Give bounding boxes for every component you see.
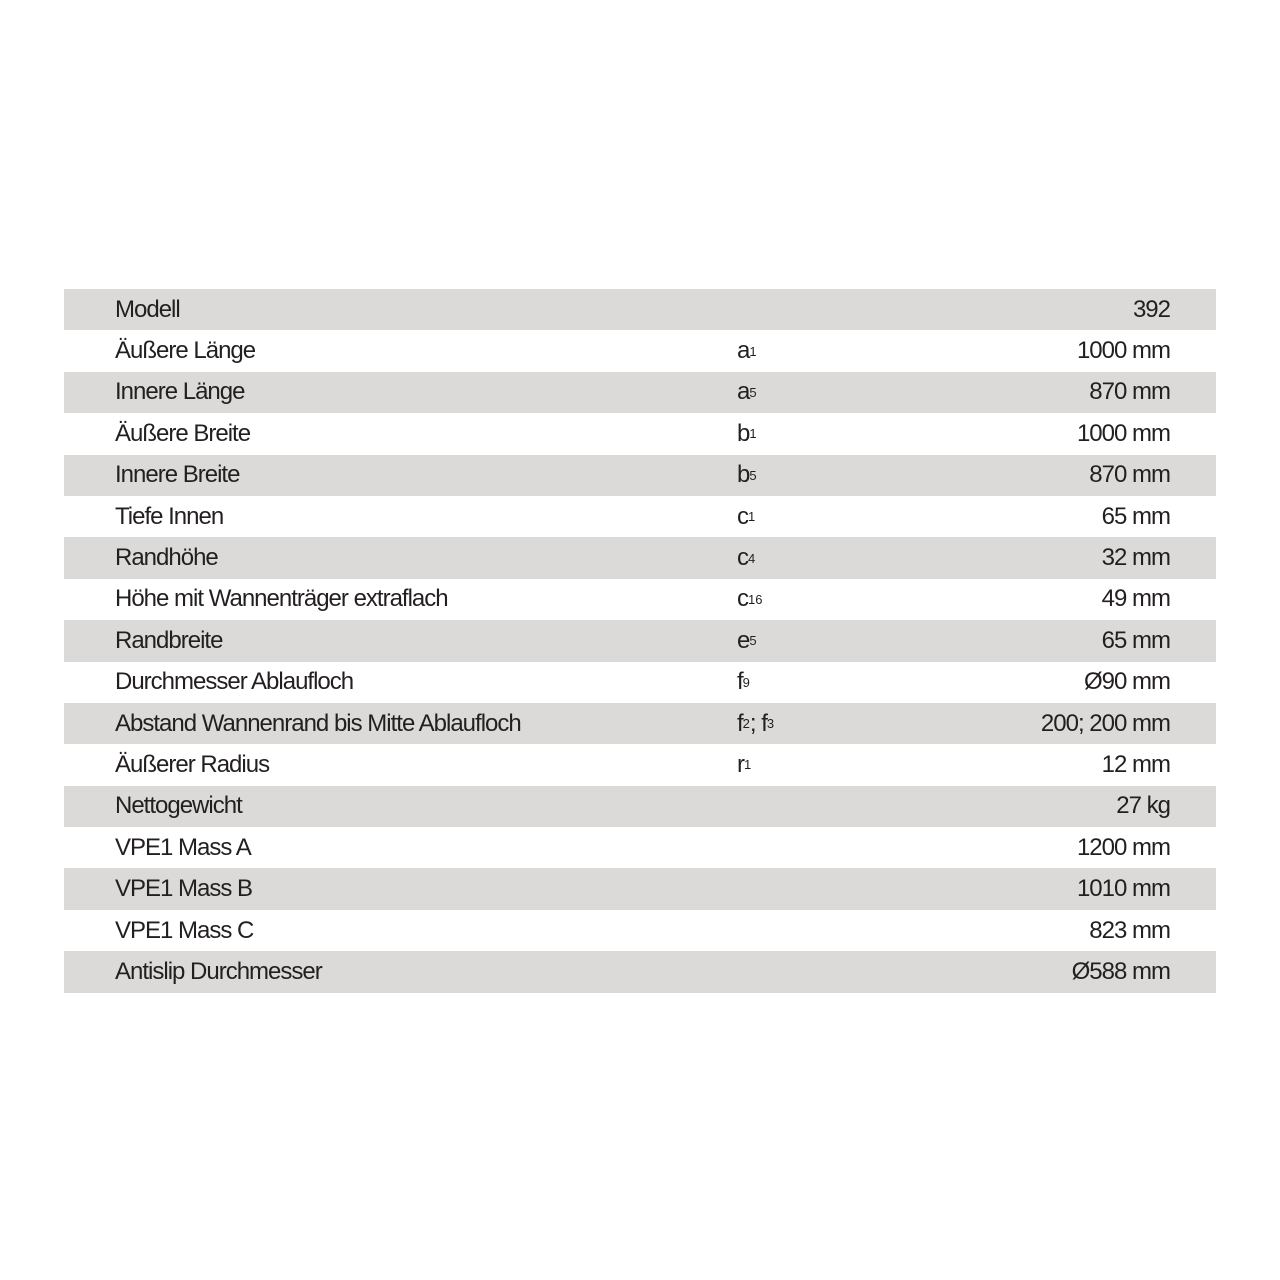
spec-value: 32 mm [1101,544,1170,572]
symbol-base: a [737,337,750,365]
spec-label: Äußerer Radius [115,750,270,778]
symbol-subscript: 1 [748,509,756,525]
spec-value: 12 mm [1101,750,1170,778]
symbol-subscript: 9 [742,674,750,690]
symbol-base: c [737,502,748,530]
spec-label: Innere Breite [115,461,240,489]
spec-symbol [737,330,757,371]
symbol-base: e [737,626,750,654]
symbol-subscript: 1 [749,426,757,442]
table-row [64,827,1216,868]
spec-value: 49 mm [1101,585,1170,613]
symbol-subscript: 1 [749,343,757,359]
spec-value: 1000 mm [1076,337,1170,365]
spec-label: Höhe mit Wannenträger extraflach [115,585,448,613]
spec-value: Ø588 mm [1071,957,1170,985]
symbol-subscript: 4 [748,550,756,566]
table-row [64,289,1216,330]
table-row [64,868,1216,909]
table-row [64,496,1216,537]
spec-symbol [737,372,757,413]
spec-symbol [737,744,751,785]
spec-label: Randhöhe [115,544,218,572]
spec-symbol [737,413,757,454]
spec-value: 870 mm [1089,378,1170,406]
spec-label: Abstand Wannenrand bis Mitte Ablaufloch [115,709,521,737]
spec-label: Äußere Breite [115,419,251,447]
spec-label: VPE1 Mass B [115,875,253,903]
table-row [64,744,1216,785]
spec-label: Randbreite [115,626,223,654]
spec-value: 870 mm [1089,461,1170,489]
spec-label: VPE1 Mass A [115,833,251,861]
spec-symbol [737,455,757,496]
spec-symbol [737,620,757,661]
table-row [64,455,1216,496]
table-row [64,537,1216,578]
symbol-base: a [737,378,750,406]
symbol-base: c [737,585,748,613]
symbol-base: f [737,668,743,696]
spec-table [64,289,1216,993]
symbol-subscript: 3 [766,716,775,732]
spec-symbol [737,662,750,703]
spec-label: Tiefe Innen [115,502,224,530]
symbol-base: b [737,419,750,447]
symbol-subscript: 5 [749,384,757,400]
table-row [64,330,1216,371]
spec-value: 27 kg [1116,792,1170,820]
spec-label: Durchmesser Ablaufloch [115,668,354,696]
symbol-base: r [737,750,744,778]
spec-value: 65 mm [1101,626,1170,654]
symbol-base: c [737,544,748,572]
symbol-subscript: 5 [749,633,757,649]
spec-value: 65 mm [1101,502,1170,530]
table-row [64,579,1216,620]
spec-value: Ø90 mm [1083,668,1170,696]
spec-value: 1000 mm [1076,419,1170,447]
symbol-subscript: 16 [748,591,763,607]
symbol-base: ; f [749,709,767,737]
spec-label: VPE1 Mass C [115,916,254,944]
spec-value: 392 [1132,295,1170,323]
symbol-base: f [737,709,743,737]
table-row [64,951,1216,992]
spec-value: 823 mm [1089,916,1170,944]
table-row [64,910,1216,951]
spec-label: Modell [115,295,180,323]
spec-label: Nettogewicht [115,792,242,820]
symbol-subscript: 2 [742,716,750,732]
spec-value: 1010 mm [1076,875,1170,903]
table-row [64,372,1216,413]
table-row [64,703,1216,744]
spec-value: 1200 mm [1076,833,1170,861]
symbol-subscript: 1 [744,757,752,773]
spec-symbol [737,703,774,744]
spec-symbol [737,579,762,620]
symbol-subscript: 5 [749,467,757,483]
spec-label: Antislip Durchmesser [115,957,322,985]
spec-label: Innere Länge [115,378,245,406]
table-row [64,662,1216,703]
table-row [64,620,1216,661]
symbol-base: b [737,461,750,489]
spec-value: 200; 200 mm [1040,709,1170,737]
table-row [64,413,1216,454]
table-row [64,786,1216,827]
spec-symbol [737,496,755,537]
spec-label: Äußere Länge [115,337,256,365]
spec-symbol [737,537,755,578]
